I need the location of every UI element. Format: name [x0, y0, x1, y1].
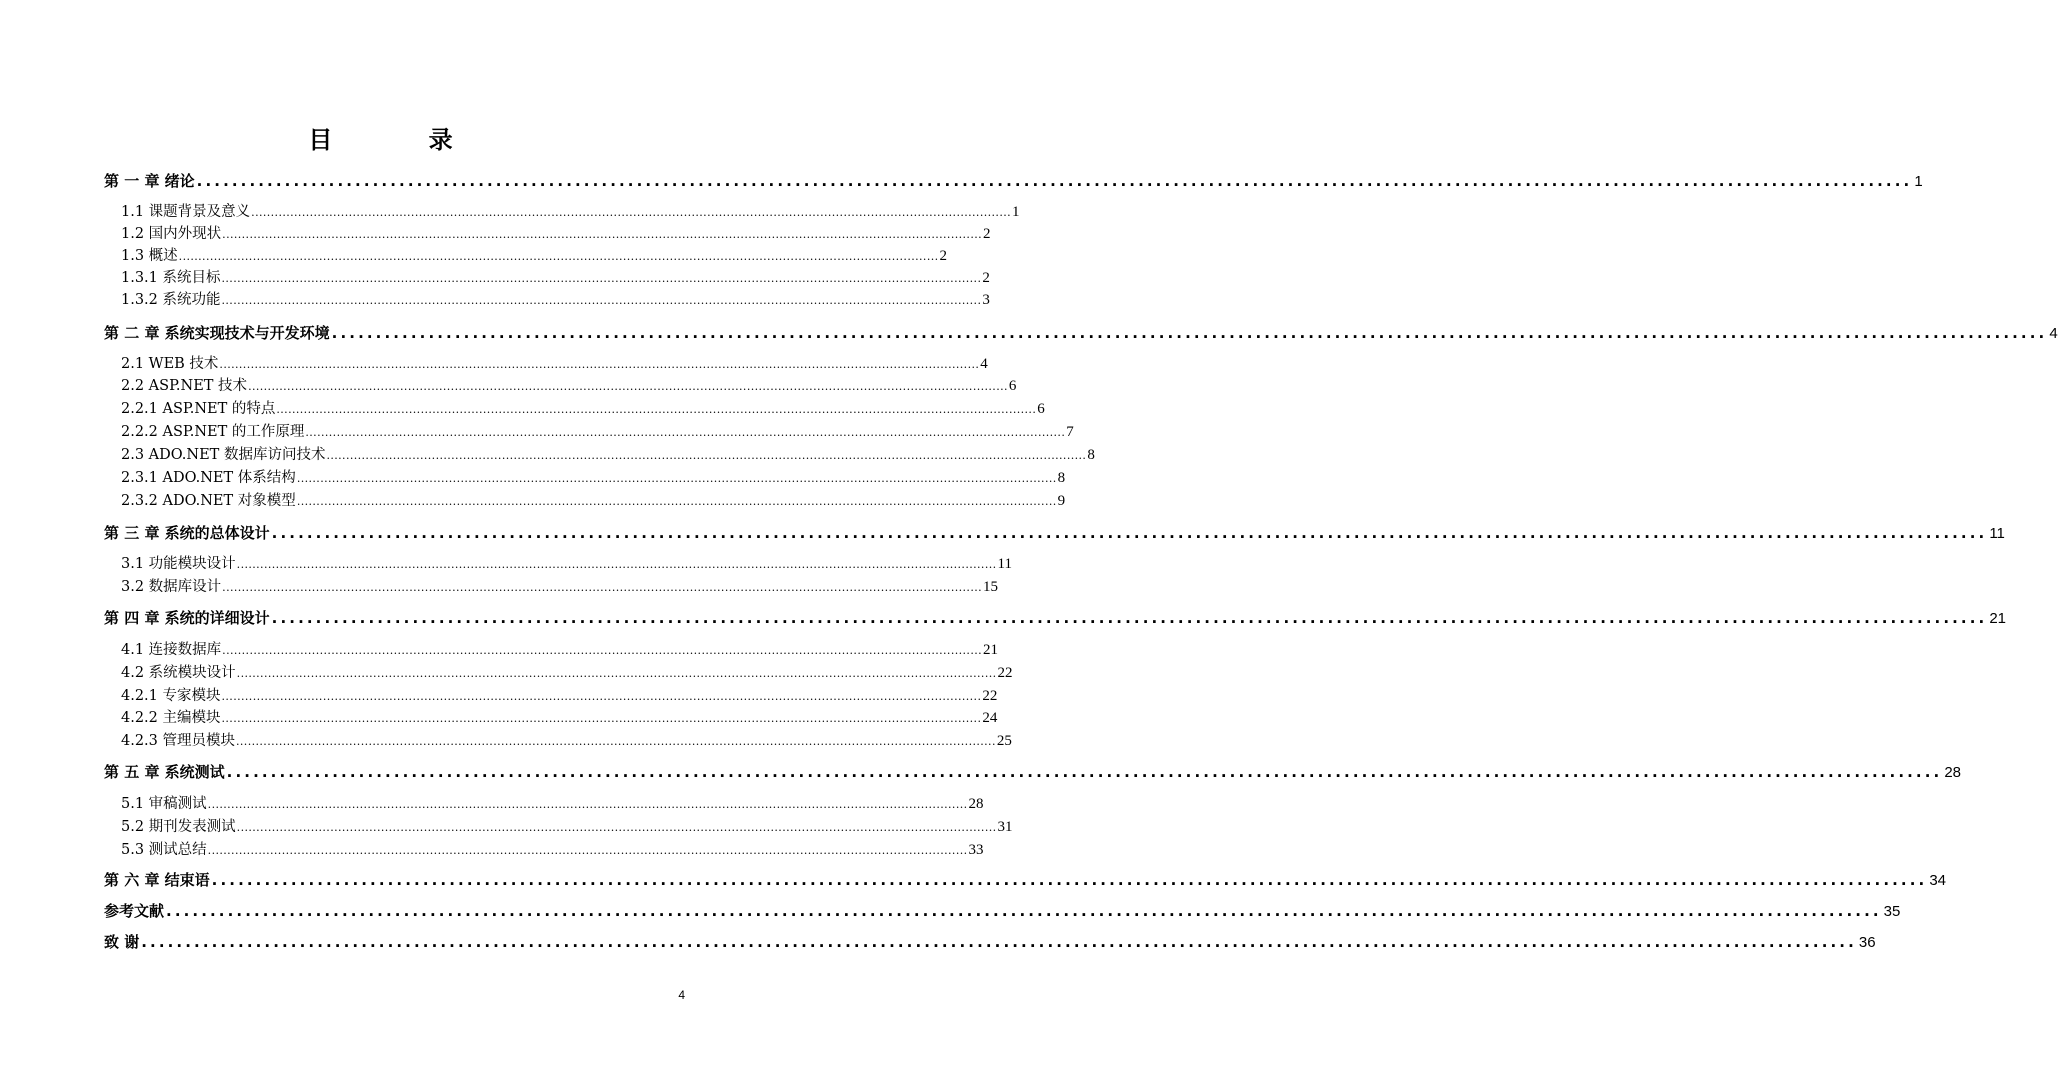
- toc-section-4-2[interactable]: [121, 661, 1013, 683]
- toc-leader: ...................................................................................................................................................................................................: [248, 380, 1008, 393]
- toc-section-4-2-1[interactable]: [121, 684, 998, 706]
- toc-leader: ...................................................................................................................................................................................................: [251, 206, 1012, 219]
- toc-leader: ...................................................................................................................................................................................................: [236, 735, 996, 748]
- toc-entry-title: 第 五 章 系统测试: [104, 763, 225, 781]
- toc-leader: ...................................................................................................................................................................................................: [236, 667, 997, 680]
- toc-page-number: 7: [1066, 424, 1074, 440]
- toc-leader: ...................................................................................................................................................................................................: [219, 358, 980, 371]
- toc-section-3-2[interactable]: [121, 575, 999, 597]
- toc-entry-title: 3.1 功能模块设计: [121, 556, 236, 572]
- toc-leader: ...................................................................................................................................................................................................: [221, 294, 982, 307]
- toc-section-2-1[interactable]: [121, 352, 988, 374]
- toc-entry-title: 2.1 WEB 技术: [121, 356, 219, 372]
- toc-entry-title: 1.1 课题背景及意义: [121, 204, 251, 220]
- toc-chapter-4[interactable]: [104, 607, 2007, 629]
- toc-entry-title: 4.2.2 主编模块: [121, 710, 221, 726]
- toc-page-number: 24: [982, 710, 998, 726]
- toc-page-number: 6: [1037, 401, 1045, 417]
- toc-leader: ...................................................................................................................................................................................................: [207, 844, 968, 857]
- toc-page-number: 2: [939, 248, 948, 264]
- toc-entry-title: 5.2 期刊发表测试: [121, 819, 236, 835]
- toc-page-number: 3: [982, 292, 990, 308]
- toc-section-1-1[interactable]: [121, 200, 1020, 222]
- toc-page-number: 28: [1944, 764, 1962, 781]
- toc-entry-title: 2.2 ASP.NET 技术: [121, 378, 248, 394]
- toc-entry-title: 3.2 数据库设计: [121, 579, 222, 595]
- toc-leader: ...................................................................................................................................................................................................: [296, 495, 1057, 508]
- toc-entry-title: 第 四 章 系统的详细设计: [104, 609, 270, 627]
- toc-section-1-3-2[interactable]: [121, 288, 990, 310]
- toc-section-5-1[interactable]: [121, 792, 984, 814]
- toc-page-number: 9: [1057, 493, 1066, 509]
- toc-page-number: 22: [982, 688, 998, 704]
- toc-section-3-1[interactable]: [121, 552, 1012, 574]
- toc-leader: ...................................................................................................................................................................................................: [326, 449, 1087, 462]
- toc-section-1-3[interactable]: [121, 244, 948, 266]
- toc-entry-title: 2.3.1 ADO.NET 体系结构: [121, 470, 296, 486]
- toc-leader: ...................................................................................................................................................................................................: [141, 933, 1857, 951]
- toc-section-4-2-2[interactable]: [121, 706, 998, 728]
- toc-leader: ...................................................................................................................................................................................................: [226, 763, 1943, 781]
- toc-section-1-3-1[interactable]: [121, 266, 990, 288]
- toc-entry-title: 1.3 概述: [121, 248, 178, 264]
- toc-entry-title: 2.2.1 ASP.NET 的特点: [121, 401, 276, 417]
- toc-page-number: 8: [1057, 470, 1066, 486]
- toc-page-number: 28: [968, 796, 984, 812]
- toc-section-2-3-2[interactable]: [121, 489, 1066, 511]
- toc-leader: ...................................................................................................................................................................................................: [305, 426, 1066, 439]
- toc-entry-title: 1.3.2 系统功能: [121, 292, 221, 308]
- toc-chapter-3[interactable]: [104, 522, 2005, 544]
- toc-page-number: 6: [1008, 378, 1017, 394]
- toc-leader: ...................................................................................................................................................................................................: [222, 644, 983, 657]
- toc-section-2-2-1[interactable]: [121, 397, 1045, 419]
- toc-chapter-1[interactable]: [104, 170, 1923, 192]
- toc-leader: ...................................................................................................................................................................................................: [196, 172, 1913, 190]
- toc-page-number: 4: [980, 356, 988, 372]
- toc-leader: ...................................................................................................................................................................................................: [271, 609, 1988, 627]
- toc-page-number: 1: [1914, 173, 1923, 190]
- toc-chapter-6[interactable]: [104, 869, 1947, 891]
- toc-entry-title: 1.2 国内外现状: [121, 226, 222, 242]
- toc-entry-title: 1.3.1 系统目标: [121, 270, 221, 286]
- toc-leader: ...................................................................................................................................................................................................: [207, 798, 968, 811]
- toc-leader: ...................................................................................................................................................................................................: [221, 712, 982, 725]
- toc-section-1-2[interactable]: [121, 222, 991, 244]
- toc-leader: ...................................................................................................................................................................................................: [236, 821, 997, 834]
- toc-section-4-1[interactable]: [121, 638, 999, 660]
- toc-leader: ...................................................................................................................................................................................................: [271, 524, 1988, 542]
- toc-entry-title: 参考文献: [104, 902, 165, 920]
- toc-leader: ...................................................................................................................................................................................................: [331, 324, 2048, 342]
- toc-chapter-2[interactable]: [104, 322, 2058, 344]
- toc-page-number: 1: [1012, 204, 1020, 220]
- toc-page-number: 15: [983, 579, 999, 595]
- toc-entry-title: 第 一 章 绪论: [104, 172, 195, 190]
- toc-page-number: 31: [997, 819, 1013, 835]
- toc-leader: ...................................................................................................................................................................................................: [221, 690, 982, 703]
- toc-entry-title: 5.3 测试总结: [121, 842, 207, 858]
- toc-leader: ...................................................................................................................................................................................................: [222, 228, 983, 241]
- toc-entry-title: 4.2.3 管理员模块: [121, 733, 236, 749]
- toc-entry-title: 致 谢: [104, 933, 140, 951]
- toc-leader: ...................................................................................................................................................................................................: [211, 871, 1928, 889]
- toc-page-number: 25: [996, 733, 1012, 749]
- toc-page-number: 11: [1989, 525, 2005, 542]
- toc-entry-title: 2.3.2 ADO.NET 对象模型: [121, 493, 296, 509]
- toc-entry-title: 5.1 审稿测试: [121, 796, 207, 812]
- toc-page-number: 22: [997, 665, 1013, 681]
- toc-section-2-3[interactable]: [121, 443, 1095, 465]
- toc-section-5-2[interactable]: [121, 815, 1013, 837]
- toc-entry-title: 4.2 系统模块设计: [121, 665, 236, 681]
- toc-chapter-5[interactable]: [104, 761, 1962, 783]
- toc-page-number: 2: [983, 226, 991, 242]
- toc-page-number: 34: [1929, 872, 1947, 889]
- page-number: 4: [678, 988, 685, 1002]
- toc-entry-title: 第 六 章 结束语: [104, 871, 210, 889]
- toc-entry-title: 2.2.2 ASP.NET 的工作原理: [121, 424, 305, 440]
- toc-page-number: 33: [968, 842, 984, 858]
- toc-page-number: 2: [982, 270, 990, 286]
- toc-entry-title: 第 二 章 系统实现技术与开发环境: [104, 324, 330, 342]
- toc-leader: ...................................................................................................................................................................................................: [276, 403, 1037, 416]
- toc-page-number: 21: [983, 642, 999, 658]
- toc-leader: ...................................................................................................................................................................................................: [222, 581, 983, 594]
- toc-section-2-3-1[interactable]: [121, 466, 1066, 488]
- toc-section-2-2[interactable]: [121, 374, 1017, 396]
- toc-page-number: 11: [997, 556, 1012, 572]
- toc-page-number: 4: [2049, 325, 2058, 342]
- toc-page-number: 35: [1883, 903, 1901, 920]
- toc-leader: ...................................................................................................................................................................................................: [166, 902, 1882, 920]
- toc-leader: ...................................................................................................................................................................................................: [178, 250, 939, 263]
- toc-page-number: 36: [1858, 934, 1876, 951]
- toc-page-number: 8: [1087, 447, 1095, 463]
- toc-section-5-3[interactable]: [121, 838, 984, 860]
- toc-leader: ...................................................................................................................................................................................................: [221, 272, 982, 285]
- toc-title: 目 录: [308, 126, 497, 154]
- toc-leader: ...................................................................................................................................................................................................: [296, 472, 1057, 485]
- toc-entry-title: 2.3 ADO.NET 数据库访问技术: [121, 447, 326, 463]
- toc-entry-title: 4.1 连接数据库: [121, 642, 222, 658]
- toc-section-4-2-3[interactable]: [121, 729, 1012, 751]
- toc-entry-title: 第 三 章 系统的总体设计: [104, 524, 270, 542]
- toc-page-number: 21: [1989, 610, 2007, 627]
- toc-entry-title: 4.2.1 专家模块: [121, 688, 221, 704]
- toc-references[interactable]: [104, 900, 1901, 922]
- toc-section-2-2-2[interactable]: [121, 420, 1074, 442]
- toc-acknowledgements[interactable]: [104, 931, 1876, 953]
- toc-leader: ...................................................................................................................................................................................................: [236, 558, 997, 571]
